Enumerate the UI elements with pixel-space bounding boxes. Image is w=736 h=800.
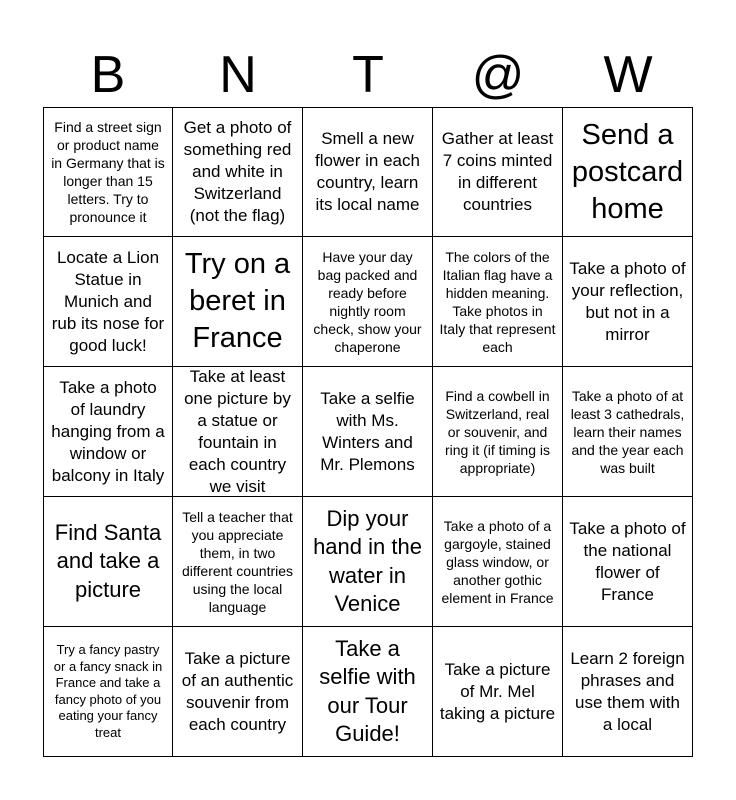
bingo-cell xyxy=(433,497,563,627)
cell-text: Learn 2 foreign phrases and use them with a local xyxy=(570,648,685,734)
cell-text: Take at least one picture by a statue or fountain in each country we visit xyxy=(184,367,291,496)
header-letter-1: B xyxy=(90,46,126,104)
cell-text: The colors of the Italian flag have a hidden meaning. Take photos in Italy that represent each xyxy=(439,248,556,355)
bingo-cell xyxy=(173,497,303,627)
bingo-cell xyxy=(433,107,563,237)
cell-text: Take a selfie with Ms. Winters and Mr. Plemons xyxy=(320,388,415,474)
bingo-cell xyxy=(433,237,563,367)
cell-text: Take a photo of a gargoyle, stained glass window, or another gothic element in France xyxy=(441,517,554,606)
header-letter-2: N xyxy=(219,46,257,104)
bingo-cell xyxy=(563,367,693,497)
bingo-cell xyxy=(563,107,693,237)
cell-text: Take a photo of at least 3 cathedrals, learn their names and the year each was built xyxy=(570,387,685,476)
bingo-cell xyxy=(173,627,303,757)
bingo-cell xyxy=(43,497,173,627)
bingo-cell xyxy=(43,627,173,757)
header-letter-3: T xyxy=(352,46,384,104)
cell-text: Find a cowbell in Switzerland, real or souvenir, and ring it (if timing is appropriate) xyxy=(444,387,551,476)
bingo-cell xyxy=(303,107,433,237)
bingo-board xyxy=(43,107,693,757)
bingo-cell xyxy=(303,367,433,497)
bingo-cell xyxy=(173,107,303,237)
cell-text: Take a selfie with our Tour Guide! xyxy=(319,635,416,746)
bingo-cell xyxy=(173,237,303,367)
cell-text: Locate a Lion Statue in Munich and rub its nose for good luck! xyxy=(51,247,165,355)
bingo-cell xyxy=(43,237,173,367)
cell-text: Take a picture of an authentic souvenir from each country xyxy=(181,648,294,734)
header-letter-5: W xyxy=(603,46,653,104)
cell-text: Gather at least 7 coins minted in different countries xyxy=(441,129,554,214)
bingo-cell xyxy=(563,237,693,367)
cell-text: Dip your hand in the water in Venice xyxy=(313,505,422,616)
cell-text: Try a fancy pastry or a fancy snack in France and take a fancy photo of you eating your fancy treat xyxy=(53,642,163,740)
bingo-cell xyxy=(303,627,433,757)
bingo-cell xyxy=(433,627,563,757)
cell-text: Take a photo of the national flower of France xyxy=(569,518,686,604)
cell-text: Send a postcard home xyxy=(571,118,684,225)
cell-text: Take a picture of Mr. Mel taking a picture xyxy=(439,659,556,723)
bingo-cell xyxy=(433,367,563,497)
cell-text: Try on a beret in France xyxy=(184,248,291,354)
bingo-cell xyxy=(303,237,433,367)
cell-text: Get a photo of something red and white in Switzerland (not the flag) xyxy=(183,118,292,225)
cell-text: Take a photo of your reflection, but not in a mirror xyxy=(569,258,686,344)
cell-text: Smell a new flower in each country, learn its local name xyxy=(315,129,420,214)
header-letter-4: @ xyxy=(471,46,525,104)
bingo-cell xyxy=(563,627,693,757)
bingo-cell xyxy=(303,497,433,627)
bingo-header xyxy=(43,44,693,106)
bingo-cell xyxy=(43,367,173,497)
cell-text: Take a photo of laundry hanging from a window or balcony in Italy xyxy=(51,377,165,485)
bingo-cell xyxy=(173,367,303,497)
bingo-cell xyxy=(43,107,173,237)
cell-text: Find Santa and take a picture xyxy=(54,519,162,602)
cell-text: Have your day bag packed and ready before nightly room check, show your chaperone xyxy=(313,248,422,355)
bingo-cell xyxy=(563,497,693,627)
cell-text: Find a street sign or product name in Germany that is longer than 15 letters. Try to pronounce it xyxy=(51,119,165,225)
cell-text: Tell a teacher that you appreciate them, in two different countries using the local language xyxy=(181,508,294,615)
